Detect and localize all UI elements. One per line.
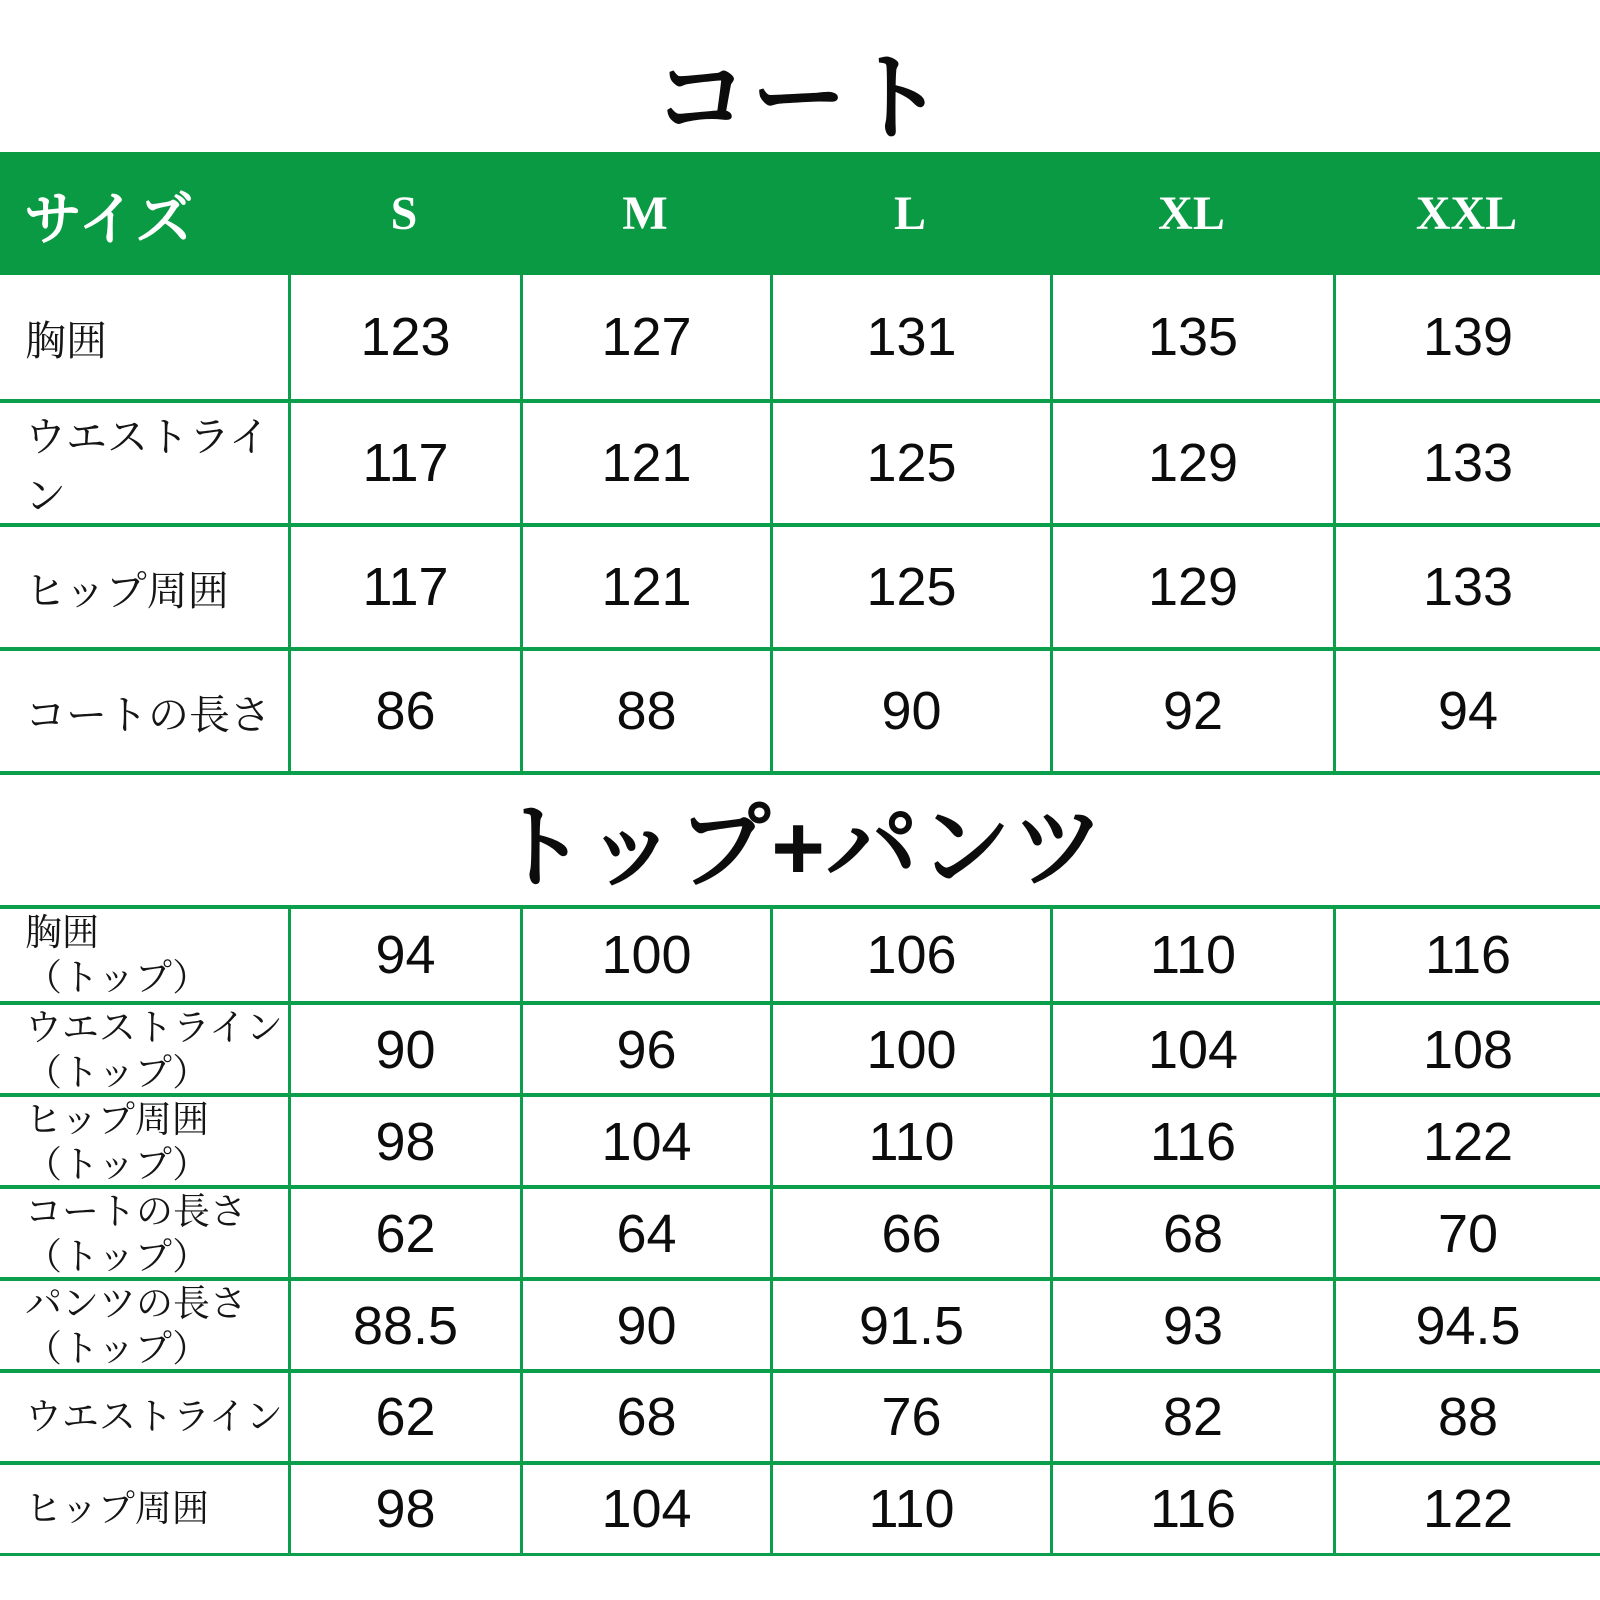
- value-s: 88.5: [288, 1281, 520, 1371]
- value-xxl: 88: [1333, 1373, 1600, 1461]
- row-label: ヒップ周囲: [25, 1488, 209, 1530]
- value-s: 117: [288, 527, 520, 647]
- value-m: 96: [520, 1005, 770, 1095]
- column-header-m: M: [622, 187, 668, 240]
- value-xxl: 94.5: [1333, 1281, 1600, 1371]
- value-m: 121: [520, 527, 770, 647]
- value-xxl: 133: [1333, 527, 1600, 647]
- row-label: パンツの長さ: [25, 1283, 247, 1324]
- table-row-waistline: [0, 399, 1600, 523]
- row-label-cell: [0, 1189, 288, 1279]
- value-m: 100: [520, 909, 770, 1001]
- table-row-coat-length: [0, 647, 1600, 771]
- top-pants-size-table: [0, 905, 1600, 1556]
- value-m: 104: [520, 1097, 770, 1187]
- coat-size-table: [0, 275, 1600, 775]
- table-row-waistline-top: [0, 1001, 1600, 1093]
- value-l: 125: [770, 403, 1050, 523]
- row-label-sub: （トップ）: [25, 1144, 210, 1186]
- coat-table-header-row: [0, 152, 1600, 275]
- row-label-cell: [0, 1373, 288, 1461]
- value-m: 64: [520, 1189, 770, 1279]
- value-l: 106: [770, 909, 1050, 1001]
- table-row-hip: [0, 523, 1600, 647]
- value-m: 88: [520, 651, 770, 771]
- value-xl: 129: [1050, 403, 1333, 523]
- table-row-chest-top: [0, 909, 1600, 1001]
- value-xl: 104: [1050, 1005, 1333, 1095]
- row-label-cell: [0, 1281, 288, 1371]
- value-m: 104: [520, 1465, 770, 1553]
- value-m: 121: [520, 403, 770, 523]
- value-m: 127: [520, 275, 770, 399]
- table-row-coat-length-top: [0, 1185, 1600, 1277]
- value-m: 68: [520, 1373, 770, 1461]
- table-row-hip-top: [0, 1093, 1600, 1185]
- value-s: 86: [288, 651, 520, 771]
- table-row-waistline-pants: [0, 1369, 1600, 1461]
- column-header-s: S: [390, 187, 418, 240]
- row-label-sub: （トップ）: [25, 1052, 210, 1094]
- value-l: 131: [770, 275, 1050, 399]
- value-xxl: 94: [1333, 651, 1600, 771]
- row-label: ウエストライン: [25, 1396, 283, 1438]
- table-row-chest: [0, 275, 1600, 399]
- value-xl: 116: [1050, 1097, 1333, 1187]
- value-xl: 129: [1050, 527, 1333, 647]
- row-label-cell: [0, 1465, 288, 1553]
- row-label-sub: （トップ）: [25, 957, 210, 998]
- value-s: 98: [288, 1097, 520, 1187]
- row-label-cell: [0, 909, 288, 1001]
- value-l: 110: [770, 1097, 1050, 1187]
- column-header-l: L: [893, 187, 926, 240]
- row-label: ウエストライン: [25, 1007, 283, 1048]
- row-label: 胸囲: [25, 317, 107, 364]
- value-xxl: 139: [1333, 275, 1600, 399]
- value-l: 91.5: [770, 1281, 1050, 1371]
- value-xl: 92: [1050, 651, 1333, 771]
- value-xxl: 70: [1333, 1189, 1600, 1279]
- row-label-cell: [0, 1005, 288, 1095]
- value-s: 90: [288, 1005, 520, 1095]
- value-l: 66: [770, 1189, 1050, 1279]
- value-xxl: 116: [1333, 909, 1600, 1001]
- value-xxl: 108: [1333, 1005, 1600, 1095]
- row-label: ウエストライン: [25, 414, 270, 519]
- value-l: 90: [770, 651, 1050, 771]
- value-s: 94: [288, 909, 520, 1001]
- value-xxl: 133: [1333, 403, 1600, 523]
- row-label-sub: （トップ）: [25, 1328, 210, 1370]
- column-header-xl: XL: [1158, 187, 1225, 240]
- value-s: 62: [288, 1189, 520, 1279]
- value-xxl: 122: [1333, 1465, 1600, 1553]
- table-row-pants-length-top: [0, 1277, 1600, 1369]
- value-xl: 93: [1050, 1281, 1333, 1371]
- value-xl: 110: [1050, 909, 1333, 1001]
- row-label-sub: （トップ）: [25, 1236, 210, 1278]
- row-label: コートの長さ: [25, 691, 271, 738]
- value-s: 117: [288, 403, 520, 523]
- value-xl: 116: [1050, 1465, 1333, 1553]
- value-l: 125: [770, 527, 1050, 647]
- value-s: 98: [288, 1465, 520, 1553]
- value-xl: 135: [1050, 275, 1333, 399]
- coat-table-title: コート: [653, 44, 947, 152]
- column-header-xxl: XXL: [1415, 187, 1518, 240]
- row-label: ヒップ周囲: [25, 567, 229, 614]
- value-l: 100: [770, 1005, 1050, 1095]
- value-l: 110: [770, 1465, 1050, 1553]
- row-label: コートの長さ: [25, 1191, 247, 1232]
- top-pants-table-title: トップ+パンツ: [495, 797, 1105, 899]
- row-label: 胸囲: [25, 911, 99, 953]
- value-s: 123: [288, 275, 520, 399]
- value-xl: 68: [1050, 1189, 1333, 1279]
- value-xxl: 122: [1333, 1097, 1600, 1187]
- value-m: 90: [520, 1281, 770, 1371]
- row-label: ヒップ周囲: [25, 1099, 209, 1140]
- value-s: 62: [288, 1373, 520, 1461]
- table-row-hip-pants: [0, 1461, 1600, 1553]
- value-l: 76: [770, 1373, 1050, 1461]
- value-xl: 82: [1050, 1373, 1333, 1461]
- size-column-header: サイズ: [24, 186, 194, 252]
- row-label-cell: [0, 1097, 288, 1187]
